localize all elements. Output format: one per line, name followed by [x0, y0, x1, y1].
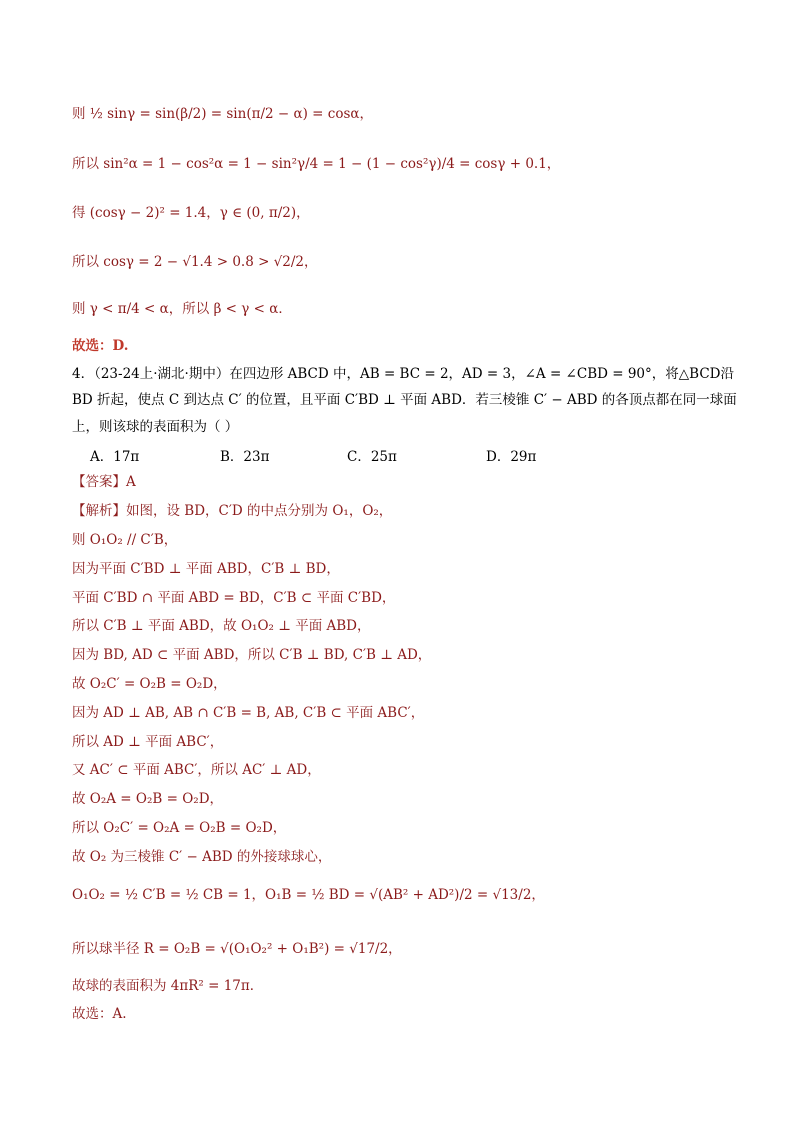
answer-label: 【答案】A	[72, 474, 136, 490]
solution-line: 【解析】如图，设 BD，C′D 的中点分别为 O₁，O₂，	[72, 503, 393, 519]
question-stem: BD 折起，使点 C 到达点 C′ 的位置，且平面 C′BD ⊥ 平面 ABD．若三棱锥 C′ − ABD 的各顶点都在同一球面	[72, 392, 737, 408]
solution-line: 因为平面 C′BD ⊥ 平面 ABD，C′B ⊥ BD，	[72, 561, 340, 577]
solution-line: 又 AC′ ⊂ 平面 ABC′，所以 AC′ ⊥ AD，	[72, 762, 321, 778]
answer-choice-line: 故选：D.	[72, 338, 129, 354]
solution-line: 故 O₂C′ = O₂B = O₂D，	[72, 676, 227, 692]
solution-line: 则 γ < π/4 < α，所以 β < γ < α．	[72, 301, 292, 317]
solution-line: 故选：A.	[72, 1006, 127, 1022]
choice-d: D．29π	[486, 449, 537, 465]
solution-line: O₁O₂ = ½ C′B = ½ CB = 1，O₁B = ½ BD = √(AB² + AD²)/2 = √13/2，	[72, 887, 545, 903]
solution-line: 因为 BD, AD ⊂ 平面 ABD，所以 C′B ⊥ BD, C′B ⊥ AD，	[72, 647, 432, 663]
question-stem: 上，则该球的表面积为（ ）	[72, 419, 239, 435]
solution-line: 则 ½ sinγ = sin(β/2) = sin(π/2 − α) = cosα，	[72, 106, 374, 122]
solution-line: 故球的表面积为 4πR² = 17π．	[72, 978, 264, 994]
solution-line: 则 O₁O₂ // C′B，	[72, 532, 178, 548]
solution-line: 故 O₂ 为三棱锥 C′ − ABD 的外接球球心，	[72, 849, 332, 865]
solution-line: 所以 sin²α = 1 − cos²α = 1 − sin²γ/4 = 1 − (1 − cos²γ)/4 = cosγ + 0.1，	[72, 156, 561, 172]
solution-line: 得 (cosγ − 2)² = 1.4，γ ∈ (0, π/2)，	[72, 205, 310, 221]
solution-line: 所以 cosγ = 2 − √1.4 > 0.8 > √2/2，	[72, 254, 318, 270]
solution-line: 所以 AD ⊥ 平面 ABC′，	[72, 734, 224, 750]
choice-a: A．17π	[90, 449, 140, 465]
solution-line: 平面 C′BD ∩ 平面 ABD = BD，C′B ⊂ 平面 C′BD，	[72, 590, 396, 606]
solution-line: 所以 O₂C′ = O₂A = O₂B = O₂D，	[72, 820, 287, 836]
solution-line: 所以球半径 R = O₂B = √(O₁O₂² + O₁B²) = √17/2，	[72, 941, 402, 957]
question-stem: 4．（23-24上·湖北·期中）在四边形 ABCD 中，AB = BC = 2，AD = 3，∠A = ∠CBD = 90°，将△BCD沿	[72, 366, 734, 382]
solution-line: 因为 AD ⊥ AB, AB ∩ C′B = B, AB, C′B ⊂ 平面 ABC′，	[72, 705, 425, 721]
choice-c: C．25π	[347, 449, 397, 465]
choice-b: B．23π	[220, 449, 270, 465]
solution-line: 所以 C′B ⊥ 平面 ABD，故 O₁O₂ ⊥ 平面 ABD，	[72, 618, 371, 634]
solution-line: 故 O₂A = O₂B = O₂D，	[72, 791, 224, 807]
